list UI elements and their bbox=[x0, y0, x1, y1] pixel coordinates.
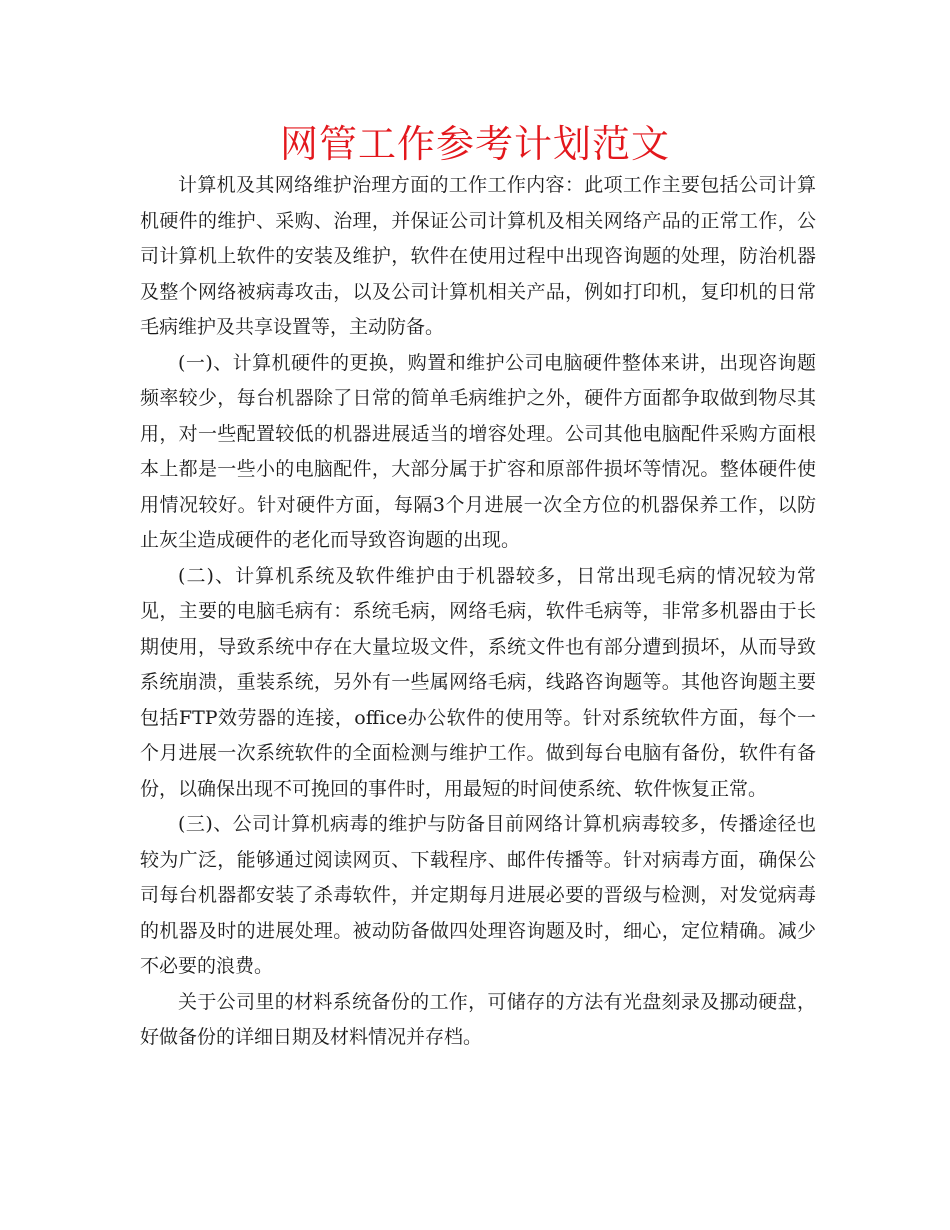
paragraph-backup: 关于公司里的材料系统备份的工作，可储存的方法有光盘刻录及挪动硬盘，好做备份的详细日期及材料情况并存档。 bbox=[140, 990, 816, 1048]
paragraph-intro: 计算机及其网络维护治理方面的工作工作内容：此项工作主要包括公司计算机硬件的维护、采购、治理，并保证公司计算机及相关网络产品的正常工作，公司计算机上软件的安装及维护，软件在使用过程中出现咨询题的处理，防治机器及整个网络被病毒攻击，以及公司计算机相关产品，例如打印机，复印机的日常毛病维护及共享设置等，主动防备。 bbox=[140, 174, 816, 338]
paragraph-software: (二)、计算机系统及软件维护由于机器较多，日常出现毛病的情况较为常见，主要的电脑毛病有：系统毛病，网络毛病，软件毛病等，非常多机器由于长期使用，导致系统中存在大量垃圾文件，系统文件也有部分遭到损坏，从而导致系统崩溃，重装系统，另外有一些属网络毛病，线路咨询题等。其他咨询题主要包括FTP效劳器的连接，office办公软件的使用等。针对系统软件方面，每个一个月进展一次系统软件的全面检测与维护工作。做到每台电脑有备份，软件有备份，以确保出现不可挽回的事件时，用最短的时间使系统、软件恢复正常。 bbox=[140, 564, 816, 800]
document-title: 网管工作参考计划范文 bbox=[279, 122, 670, 166]
document-body bbox=[140, 168, 816, 1056]
paragraph-antivirus: (三)、公司计算机病毒的维护与防备目前网络计算机病毒较多，传播途径也较为广泛，能够通过阅读网页、下载程序、邮件传播等。针对病毒方面，确保公司每台机器都安装了杀毒软件，并定期每月进展必要的晋级与检测，对发觉病毒的机器及时的进展处理。被动防备做四处理咨询题及时，细心，定位精确。减少不必要的浪费。 bbox=[140, 813, 816, 977]
paragraph-hardware: (一)、计算机硬件的更换，购置和维护公司电脑硬件整体来讲，出现咨询题频率较少，每台机器除了日常的简单毛病维护之外，硬件方面都争取做到物尽其用，对一些配置较低的机器进展适当的增容处理。公司其他电脑配件采购方面根本上都是一些小的电脑配件，大部分属于扩容和原部件损坏等情况。整体硬件使用情况较好。针对硬件方面，每隔3个月进展一次全方位的机器保养工作，以防止灰尘造成硬件的老化而导致咨询题的出现。 bbox=[140, 351, 816, 551]
